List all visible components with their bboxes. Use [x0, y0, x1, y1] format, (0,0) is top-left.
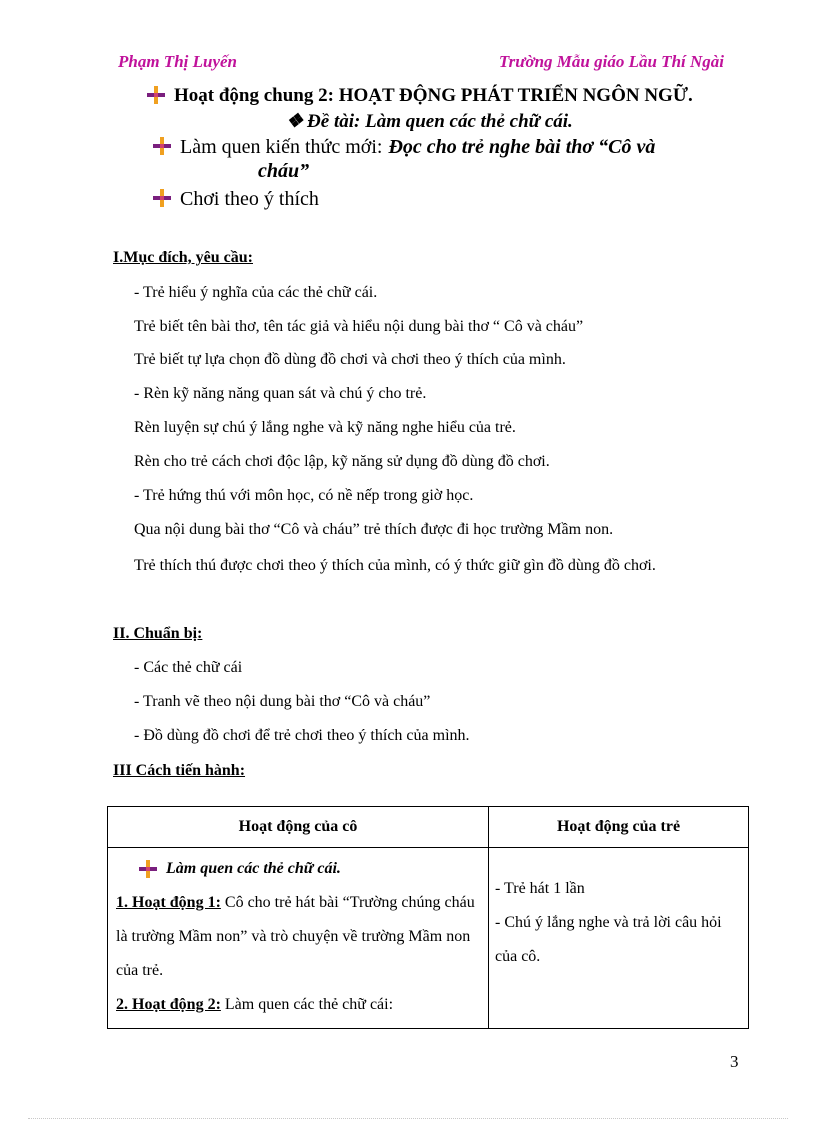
section-1-line: Trẻ biết tên bài thơ, tên tác giả và hiểu nội dung bài thơ “ Cô và cháu”: [134, 318, 584, 335]
general-activity-text: Hoạt động chung 2: HOẠT ĐỘNG PHÁT TRIỂN NGÔN NGỮ.: [174, 85, 693, 106]
section-1-line: Trẻ biết tự lựa chọn đồ dùng đồ chơi và chơi theo ý thích của mình.: [134, 351, 566, 368]
header-school: Trường Mẫu giáo Lầu Thí Ngài: [498, 52, 724, 71]
plus-bullet-icon: [152, 136, 172, 156]
play-text: Chơi theo ý thích: [180, 188, 319, 210]
section-1-line: Rèn luyện sự chú ý lắng nghe và kỹ năng nghe hiểu của trẻ.: [134, 419, 516, 436]
activity-2-label: 2. Hoạt động 2:: [116, 996, 221, 1013]
plus-bullet-icon: [138, 859, 158, 879]
header-author: Phạm Thị Luyến: [118, 52, 238, 71]
new-knowledge-value-cont: cháu”: [258, 160, 310, 182]
play-line: [152, 188, 319, 211]
section-2-line: - Đồ dùng đồ chơi để trẻ chơi theo ý thích của mình.: [134, 727, 470, 744]
new-knowledge-value: Đọc cho trẻ nghe bài thơ “Cô và: [388, 136, 656, 158]
teacher-cell-heading: [138, 852, 480, 886]
children-cell: [489, 848, 749, 1029]
table-header-row: [108, 807, 749, 848]
page-number: 3: [730, 1052, 739, 1071]
new-knowledge-line: [152, 136, 655, 159]
section-1-line: - Rèn kỹ năng năng quan sát và chú ý cho trẻ.: [134, 385, 427, 402]
section-1-line: Qua nội dung bài thơ “Cô và cháu” trẻ thích được đi học trường Mầm non.: [134, 521, 614, 538]
section-2-title: II. Chuẩn bị:: [113, 625, 203, 642]
section-2-line: - Tranh vẽ theo nội dung bài thơ “Cô và cháu”: [134, 693, 431, 710]
section-1-line: Rèn cho trẻ cách chơi độc lập, kỹ năng sử dụng đồ dùng đồ chơi.: [134, 453, 550, 470]
children-line: - Trẻ hát 1 lần: [495, 880, 585, 897]
teacher-heading-text: Làm quen các thẻ chữ cái.: [166, 860, 341, 877]
topic-text: Đề tài: Làm quen các thẻ chữ cái.: [307, 111, 573, 132]
topic-line: [286, 110, 573, 133]
section-2-line: - Các thẻ chữ cái: [134, 659, 243, 676]
section-3-title: III Cách tiến hành:: [113, 762, 246, 779]
activity-1-text: Cô cho trẻ hát bài “Trường chúng cháu là trường Mầm non” và trò chuyện về trường Mầm non của trẻ.: [116, 894, 475, 979]
col-children-header: Hoạt động của trẻ: [489, 807, 749, 848]
activity-2-text: Làm quen các thẻ chữ cái:: [220, 996, 394, 1013]
section-1-line: - Trẻ hiểu ý nghĩa của các thẻ chữ cái.: [134, 284, 378, 301]
teacher-cell: [108, 848, 489, 1029]
activity-2-paragraph: [116, 988, 480, 1022]
new-knowledge-label: Làm quen kiến thức mới:: [180, 136, 383, 158]
table-row: [108, 848, 749, 1029]
activity-1-label: 1. Hoạt động 1:: [116, 894, 221, 911]
section-1-title: I.Mục đích, yêu cầu:: [113, 249, 253, 266]
col-teacher-header: Hoạt động của cô: [108, 807, 489, 848]
children-line: - Chú ý lắng nghe và trả lời câu hỏi của cô.: [495, 914, 722, 965]
section-1-wrapped-paragraph: Trẻ thích thú được chơi theo ý thích của mình, có ý thức giữ gìn đồ dùng đồ chơi.: [134, 557, 656, 574]
page-bottom-divider: [28, 1118, 788, 1119]
section-1-line: - Trẻ hứng thú với môn học, có nề nếp trong giờ học.: [134, 487, 474, 504]
activity-table: [107, 806, 749, 1029]
general-activity-line: [146, 85, 693, 107]
activity-1-paragraph: [116, 886, 480, 988]
plus-bullet-icon: [146, 85, 166, 105]
diamond-bullet-icon: ❖: [286, 111, 304, 132]
plus-bullet-icon: [152, 188, 172, 208]
